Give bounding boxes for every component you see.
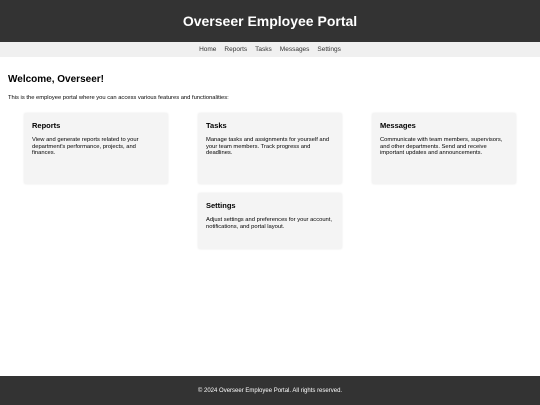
settings-card-title: Settings — [206, 201, 236, 210]
reports-card-title: Reports — [32, 121, 61, 130]
tasks-card-description: Manage tasks and assignments for yourself and your team members. Track progress and deadlines. — [206, 137, 330, 157]
messages-card[interactable] — [372, 113, 516, 184]
nav-link-messages[interactable]: Messages — [279, 46, 310, 53]
nav-link-home[interactable]: Home — [199, 46, 217, 53]
messages-card-title: Messages — [380, 121, 416, 130]
top-nav — [0, 42, 540, 57]
welcome-text: This is the employee portal where you can access various features and functionalities: — [8, 95, 229, 101]
messages-card-description: Communicate with team members, supervisors, and other departments. Send and receive important updates and announcements. — [380, 137, 503, 157]
portal-title: Overseer Employee Portal — [182, 13, 358, 29]
settings-card[interactable] — [198, 193, 342, 249]
tasks-card-title: Tasks — [206, 121, 227, 130]
page-header — [0, 0, 540, 42]
page-footer — [0, 376, 540, 405]
nav-link-settings[interactable]: Settings — [317, 46, 341, 53]
welcome-heading: Welcome, Overseer! — [8, 74, 104, 85]
copyright-text: © 2024 Overseer Employee Portal. All rights reserved. — [197, 387, 343, 394]
nav-link-tasks[interactable]: Tasks — [255, 46, 272, 53]
nav-link-reports[interactable]: Reports — [224, 46, 248, 53]
reports-card-description: View and generate reports related to your department's performance, projects, and finances. — [32, 137, 139, 157]
reports-card[interactable] — [24, 113, 168, 184]
settings-card-description: Adjust settings and preferences for your account, notifications, and portal layout. — [206, 217, 332, 230]
tasks-card[interactable] — [198, 113, 342, 184]
